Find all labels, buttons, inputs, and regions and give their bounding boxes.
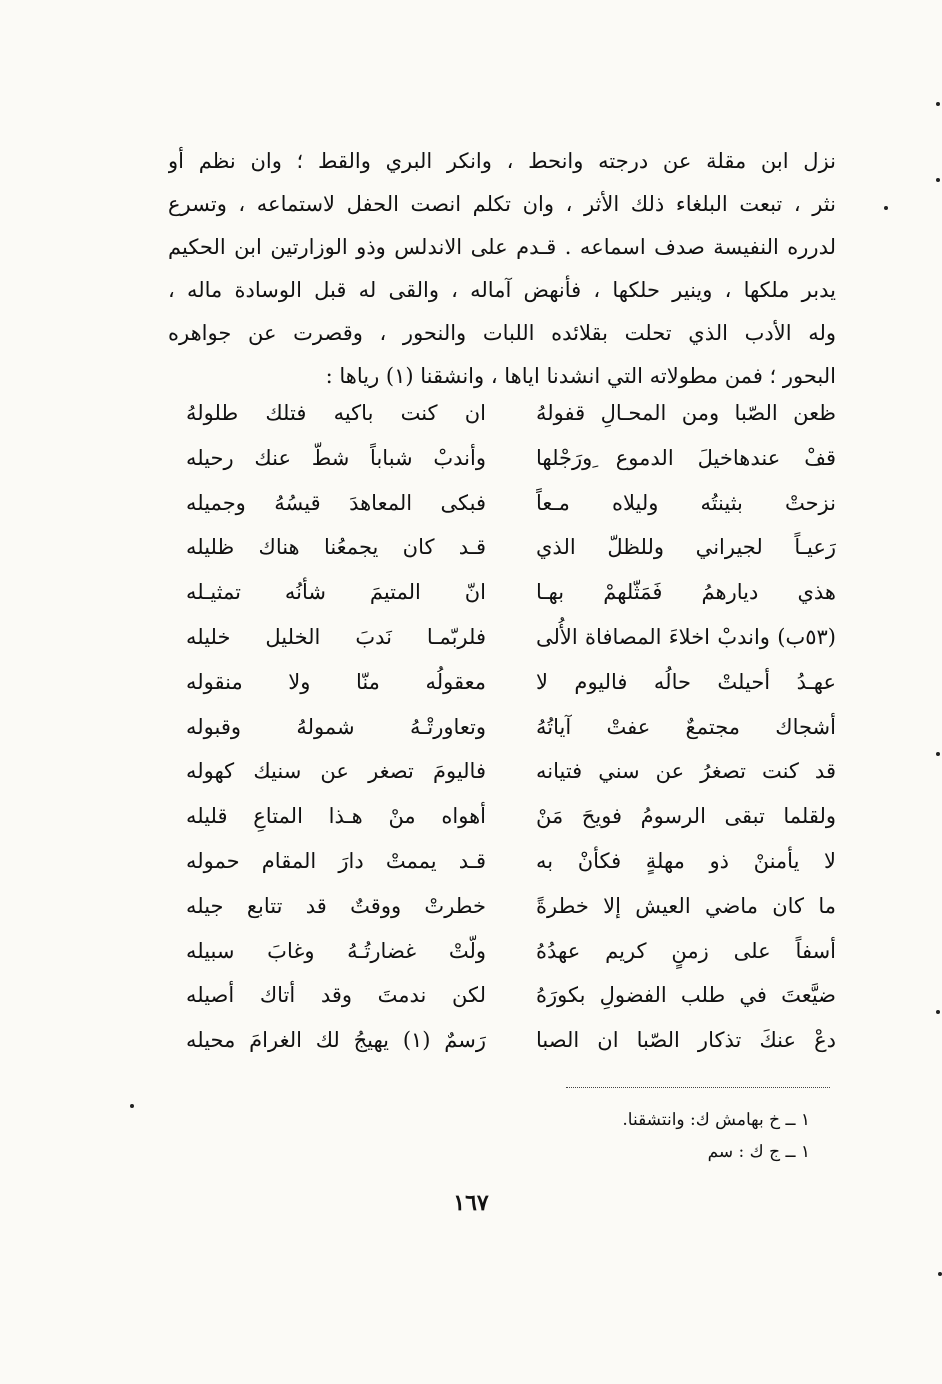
prose-line: نثر ، تبعت البلغاء ذلك الأثر ، وان تكلم انصت الحفل لاستماعه ، وتسرع: [168, 192, 836, 216]
poem-verse: [186, 436, 836, 481]
margin-speck: [938, 1272, 942, 1276]
prose-line: وله الأدب الذي تحلت بقلائده اللبات والنحور ، وقصرت عن جواهره: [168, 321, 836, 345]
poem-verse: [186, 839, 836, 884]
prose-line: نزل ابن مقلة عن درجته وانحط ، وانكر البري والقط ؛ وان نظم أو: [168, 149, 836, 173]
footnotes: [622, 1104, 810, 1168]
verse-second-hemistich: قـد يممتْ دارَ المقام حموله: [186, 848, 486, 873]
prose-line: لدرره النفيسة صدف اسماعه . قـدم على الاندلس وذو الوزارتين ابن الحكيم: [168, 235, 836, 259]
verse-first-hemistich: ضيَّعتَ في طلب الفضولِ بكورَهُ: [536, 983, 836, 1008]
verse-second-hemistich: قـد كان يجمعُنا هناك ظليله: [186, 535, 486, 560]
verse-first-hemistich: لا يأمننْ ذو مهلةٍ فكأنْ به: [536, 848, 836, 873]
prose-paragraph: [168, 140, 836, 398]
margin-speck: [936, 178, 940, 182]
verse-first-hemistich: هذي ديارهمُ فَمَثّلهمْ بهـا: [536, 580, 836, 605]
footnote-separator: [566, 1087, 830, 1088]
margin-speck: [936, 102, 940, 106]
margin-speck: [130, 1104, 134, 1108]
poem-verse: [186, 1018, 836, 1063]
poem-verse: [186, 929, 836, 974]
poem-verse: [186, 884, 836, 929]
poem-verse: [186, 705, 836, 750]
verse-first-hemistich: نزحتْ بثينتُه وليلاه مـعاً: [536, 490, 836, 515]
poem-verse: [186, 794, 836, 839]
verse-second-hemistich: لكن ندمتَ وقد أتاك أصيله: [186, 983, 486, 1008]
verse-first-hemistich: عهـدُ أحيلتْ حالُه فاليوم لا: [536, 669, 836, 694]
verse-first-hemistich: ولقلما تبقى الرسومُ فويحَ مَنْ: [536, 804, 836, 829]
verse-second-hemistich: ان كنت باكيه فتلك طلولهُ: [186, 401, 486, 425]
verse-second-hemistich: أهواه منْ هـذا المتاعِ قليله: [186, 804, 486, 829]
poem-verse: [186, 525, 836, 570]
footnote: ١ ــ خ بهامش ك: وانتشقنا.: [622, 1110, 810, 1130]
verse-first-hemistich: ما كان ماضي العيش إلا خطرةً: [536, 893, 836, 918]
verse-second-hemistich: وأندبْ شباباً شطّ عنك رحيله: [186, 445, 486, 470]
verse-second-hemistich: رَسمٌ (١) يهيجُ لك الغرامَ محيله: [186, 1028, 486, 1053]
poem-verse: [186, 570, 836, 615]
poem-verse: [186, 391, 836, 436]
verse-second-hemistich: وتعاورتْـهُ شمولهُ وقبوله: [186, 714, 486, 739]
verse-first-hemistich: أشجاك مجتمعٌ عفتْ آياتُهُ: [536, 714, 836, 739]
footnote: ١ ــ ج ك : سم: [707, 1142, 810, 1162]
verse-second-hemistich: فاليومَ تصغر عن سنيك كهوله: [186, 759, 486, 784]
verse-first-hemistich: قد كنت تصغرُ عن سني فتيانه: [536, 759, 836, 784]
verse-first-hemistich: رَعيـاً لجيراني وللظلّ الذي: [536, 535, 836, 560]
poem-verse: [186, 481, 836, 526]
poem-verse: [186, 615, 836, 660]
poem-verse: [186, 973, 836, 1018]
prose-line: البحور ؛ فمن مطولاته التي انشدنا اياها ، وانشقنا (١) رياها :: [325, 364, 836, 388]
verse-first-hemistich: أسفاً على زمنٍ كريم عهدُهُ: [536, 938, 836, 963]
verse-first-hemistich: دعْ عنكَ تذكار الصّبا ان الصبا: [536, 1028, 836, 1053]
verse-second-hemistich: فلربّمـا نَدبَ الخليل خليله: [186, 624, 486, 649]
verse-first-hemistich: ظعن الصّبا ومن المحـالِ قفولهُ: [536, 401, 836, 425]
verse-second-hemistich: ولّتْ غضارتُـهُ وغابَ سبيله: [186, 938, 486, 963]
verse-second-hemistich: خطرتْ ووقتٌ قد تتابع جيله: [186, 893, 486, 918]
margin-speck: [884, 206, 888, 210]
margin-speck: [936, 752, 940, 756]
verse-second-hemistich: فبكى المعاهدَ قيسُهُ وجميله: [186, 490, 486, 515]
verse-second-hemistich: معقولُه منّا ولا منقوله: [186, 669, 486, 694]
poem-verse: [186, 660, 836, 705]
poem: [186, 391, 836, 1063]
verse-first-hemistich: قفْ عندهاخيلَ الدموع ِورَجْلها: [536, 445, 836, 470]
verse-first-hemistich: (٥٣ب) واندبْ اخلاءَ المصافاة الأُلى: [536, 624, 836, 649]
poem-verse: [186, 749, 836, 794]
page-number: ١٦٧: [453, 1190, 489, 1216]
prose-line: يدبر ملكها ، وينير حلكها ، فأنهض آماله ، والقى له قبل الوسادة ماله ،: [168, 278, 836, 302]
verse-second-hemistich: انّ المتيمَ شأنُه تمثيـله: [186, 580, 486, 605]
margin-speck: [936, 1010, 940, 1014]
